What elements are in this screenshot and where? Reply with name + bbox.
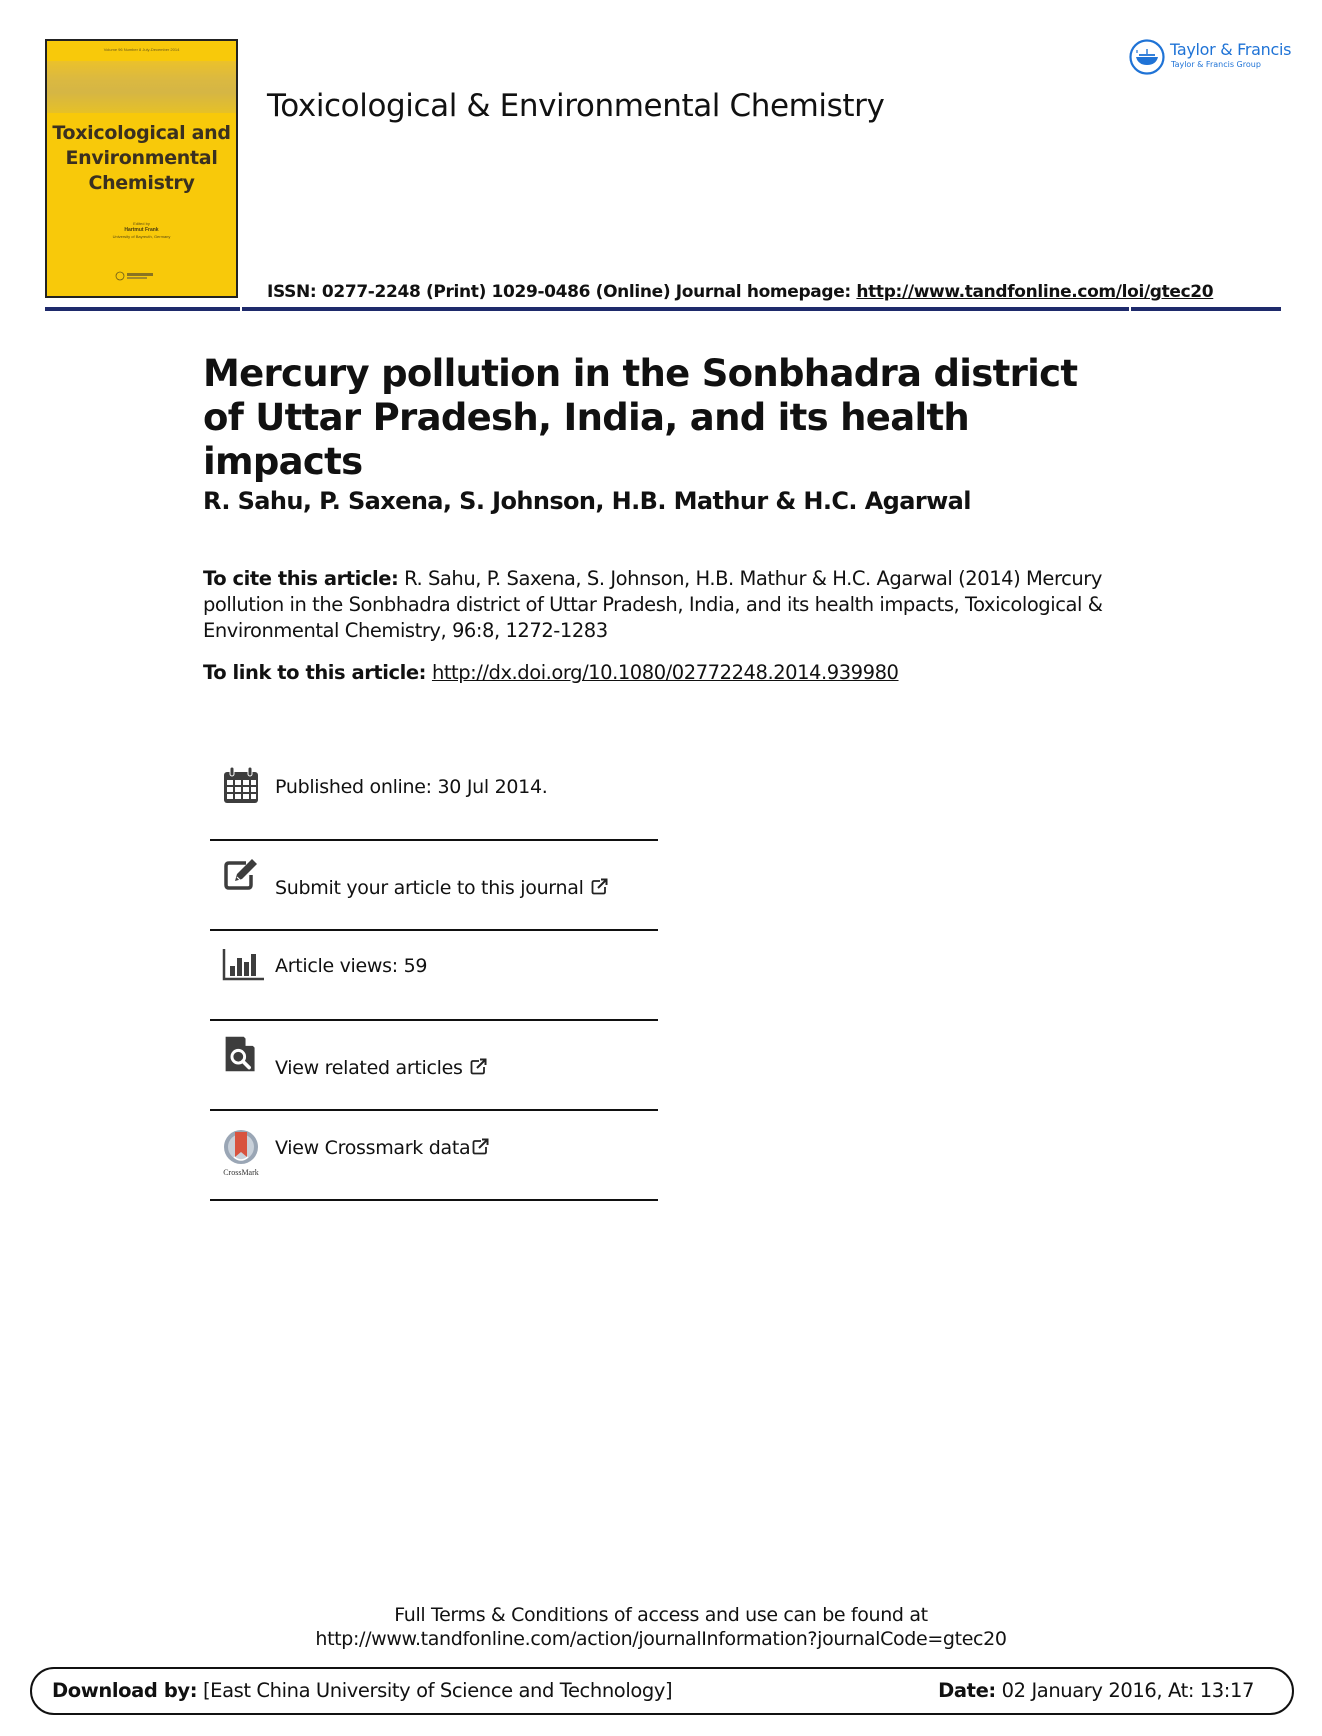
article-title: Mercury pollution in the Sonbhadra district of Uttar Pradesh, India, and its health impacts [203,352,1078,483]
article-link-label: To link to this article: [203,661,426,684]
calendar-icon [222,766,260,804]
doi-link[interactable]: http://dx.doi.org/10.1080/02772248.2014.939980 [431,661,899,684]
cover-publisher-logo-icon [115,271,169,281]
cover-editor: Hartmut Frank [124,227,159,233]
citation-block [203,566,1128,644]
article-views-item [210,931,658,1021]
download-by-label: Download by: [52,1679,198,1702]
cover-edited-by: Edited by [133,221,150,226]
citation-text: R. Sahu, P. Saxena, S. Johnson, H.B. Mathur & H.C. Agarwal (2014) Mercury pollution in the Sonbhadra district of Uttar Pradesh, India, and its health impacts, Toxicological & Environmental Chemistry, 96:8, 1272-1283 [203,567,1103,642]
issn-text: ISSN: 0277-2248 (Print) 1029-0486 (Online) Journal homepage: [267,282,857,302]
terms-line: Full Terms & Conditions of access and use can be found at [394,1604,928,1626]
external-link-icon [470,1058,487,1075]
article-views-text: Article views: 59 [275,955,428,977]
cover-cloud-band [47,61,236,113]
related-articles-link[interactable] [275,1057,487,1079]
divider-gap [240,307,242,311]
citation-label: To cite this article: [203,567,399,590]
header-divider [45,307,1281,311]
submit-article-text: Submit your article to this journal [275,877,584,899]
bar-chart-icon [222,945,266,983]
download-date-value: 02 January 2016, At: 13:17 [995,1679,1254,1702]
journal-homepage-link[interactable]: http://www.tandfonline.com/loi/gtec20 [856,282,1214,302]
search-document-icon [222,1035,260,1073]
cover-title-line: Chemistry [88,172,195,194]
terms-url[interactable]: http://www.tandfonline.com/action/journalInformation?journalCode=gtec20 [315,1628,1007,1650]
article-link-block [203,661,899,684]
download-by-value: [East China University of Science and Technology] [197,1679,673,1702]
publisher-logo[interactable] [1128,38,1292,78]
publisher-name: Taylor & Francis [1170,40,1292,59]
crossmark-link[interactable] [275,1137,489,1159]
divider-gap [1129,307,1131,311]
published-online-text: Published online: 30 Jul 2014. [275,776,548,798]
publisher-group: Taylor & Francis Group [1171,60,1261,69]
cover-volume-line: Volume 96 Number 8 July-December 2014 [103,47,180,52]
journal-cover-image [45,39,238,298]
download-date-label: Date: [938,1679,996,1702]
download-by [52,1679,672,1702]
download-date [938,1679,1254,1702]
issn-line [267,282,1213,302]
crossmark-text: View Crossmark data [275,1137,471,1159]
download-info-box [30,1667,1294,1715]
taylor-francis-lamp-icon [1128,38,1166,76]
related-articles-item[interactable] [210,1021,658,1111]
article-authors: R. Sahu, P. Saxena, S. Johnson, H.B. Mathur & H.C. Agarwal [203,487,971,515]
external-link-icon [472,1138,489,1155]
terms-notice [0,1603,1322,1651]
edit-icon [222,855,260,893]
cover-title [47,121,236,196]
crossmark-icon [218,1127,264,1177]
journal-title: Toxicological & Environmental Chemistry [267,88,885,124]
submit-article-item[interactable] [210,841,658,931]
cover-affiliation: University of Bayreuth, Germany [112,234,171,239]
external-link-icon [591,878,608,895]
cover-title-line: Toxicological and [52,122,231,144]
crossmark-item[interactable] [210,1111,658,1201]
related-articles-text: View related articles [275,1057,463,1079]
svg-text:CrossMark: CrossMark [223,1168,259,1177]
cover-title-line: Environmental [65,147,218,169]
submit-article-link[interactable] [275,877,608,899]
article-info-list [210,750,658,1201]
published-online-item [210,750,658,841]
